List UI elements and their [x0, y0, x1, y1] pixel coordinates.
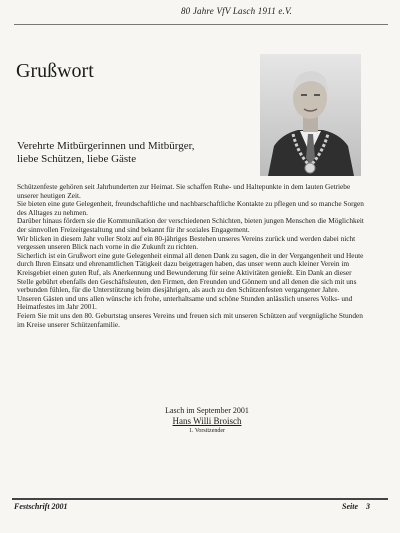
salutation	[17, 140, 247, 166]
salutation-line-1: Verehrte Mitbürgerinnen und Mitbürger,	[17, 140, 195, 152]
paragraph-1: Schützenfeste gehören seit Jahrhunderten zur Heimat. Sie schaffen Ruhe- und Haltepunkte in dem lauten Getriebe unserer heutigen Zeit.	[17, 182, 351, 200]
signature-block	[142, 406, 272, 436]
signature-role: 1. Vorsitzender	[188, 428, 226, 434]
paragraph-7: Feiern Sie mit uns den 80. Geburtstag unseres Vereins und freuen sich mit unseren Schützen auf vergnügliche Stunden im Kreise unserer Schützenfamilie.	[17, 310, 363, 329]
paragraph-2: Sie bieten eine gute Gelegenheit, freundschaftliche und nachbarschaftliche Kontakte zu pflegen und so manche Sorgen des Alltages zu nehmen.	[17, 199, 364, 217]
footer-page-label: Seite	[342, 502, 358, 511]
footer-rule	[12, 498, 388, 501]
footer-page-number: 3	[366, 502, 370, 511]
signature-name: Hans Willi Broisch	[172, 416, 242, 426]
signature-place-date: Lasch im September 2001	[165, 406, 249, 415]
paragraph-3: Darüber hinaus fördern sie die Kommunikation der verschiedenen Schichten, bieten jungen Menschen die Möglichkeit der sinnvollen Freizeitgestaltung und sind bekannt für ihr soziales Engagement.	[17, 216, 364, 234]
paragraph-5: Sicherlich ist ein Grußwort eine gute Gelegenheit einmal all denen Dank zu sagen, die in der Vergangenheit und Heute durch Ihren Einsatz und ehrenamtlichen Tätigkeit dazu beigetragen haben, das unser wenn auch kleiner Verein im Kreisgebiet einen guten Ruf, als Anerkennung und Bewunderung für seine Aktivitäten genießt. Ein Dank an dieser Stelle gebührt ebenfalls den Geschäftsleuten, den Firmen, den Freunden und Gönnern und all denen die sich mit uns verbunden fühlen, für die Unterstützung beim diesjährigen, als auch zu den Schützenfesten vergangener Jahre.	[17, 250, 364, 295]
body-text	[17, 183, 367, 329]
page-title: Grußwort	[16, 60, 94, 82]
header-title: 80 Jahre VfV Lasch 1911 e.V.	[180, 6, 292, 16]
portrait-photo-icon	[260, 54, 361, 176]
footer-publication: Festschrift 2001	[14, 502, 68, 511]
footer-page	[342, 502, 370, 511]
salutation-line-2: liebe Schützen, liebe Gäste	[17, 153, 137, 165]
paragraph-4: Wir blicken in diesem Jahr voller Stolz auf ein 80-jähriges Bestehen unseres Vereins zurück und werden dabei nicht vergessen unseren Blick nach vorne in die Zukunft zu richten.	[17, 233, 356, 252]
portrait-photo	[260, 54, 361, 176]
paragraph-6: Unseren Gästen und uns allen wünsche ich frohe, unterhaltsame und schöne Stunden anlässlich unseres Volks- und Heimatfestes im Jahr 2001.	[17, 293, 353, 312]
page-header	[14, 4, 388, 25]
